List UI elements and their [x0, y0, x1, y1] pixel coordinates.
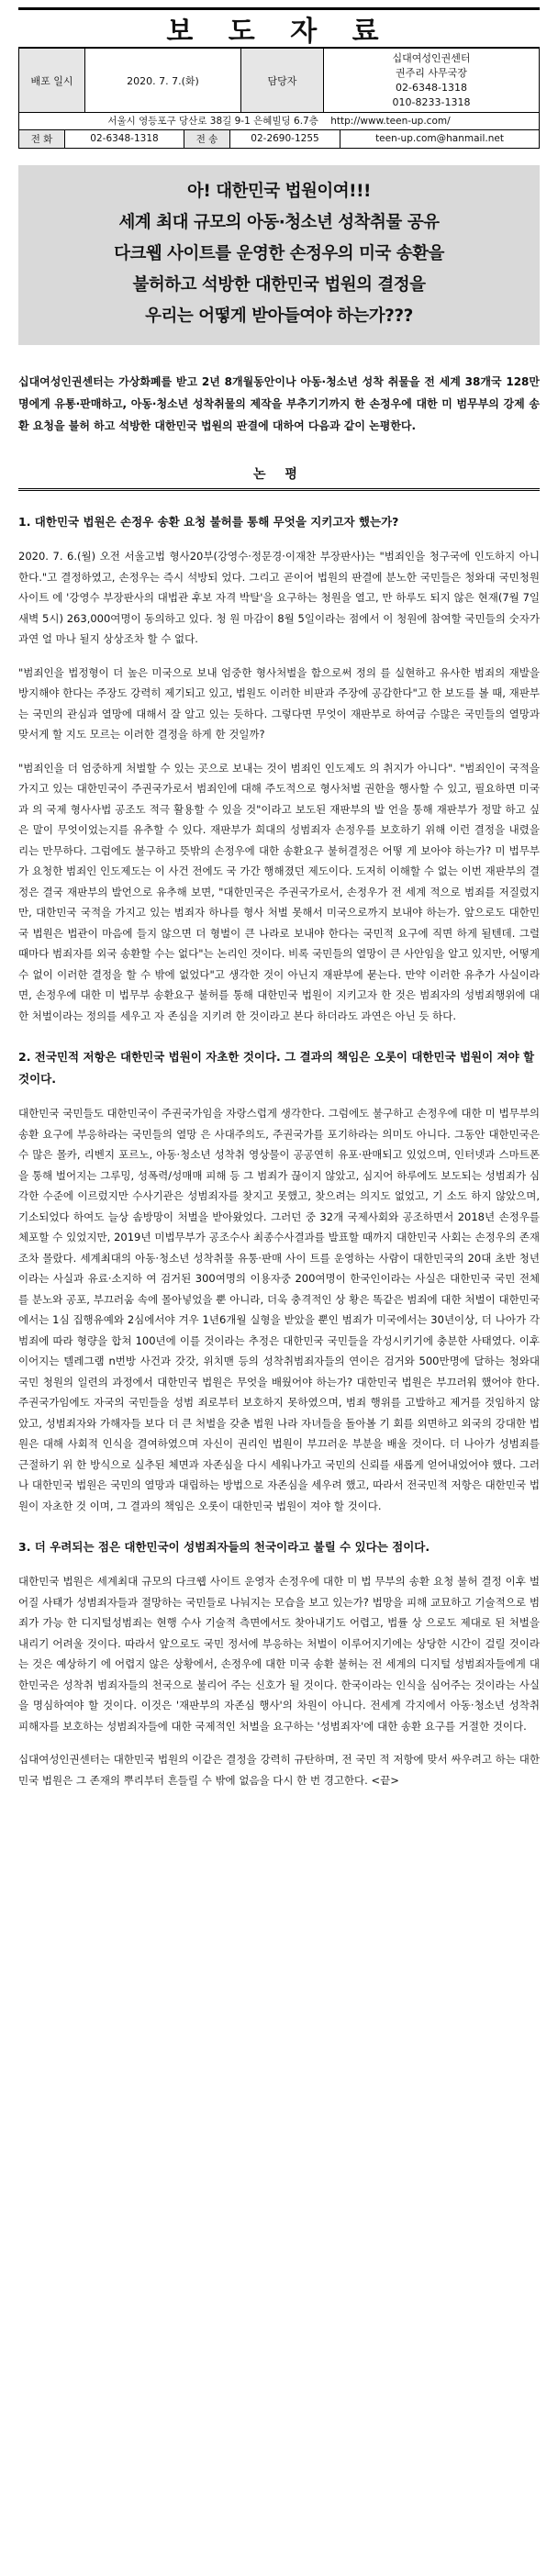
fax-value: 02-2690-1255: [230, 130, 340, 149]
body-line: 한 방식으로 실추된 체면과 자존심을 다시 세워나가고 국민의 신뢰를 새롭게: [76, 1457, 424, 1471]
body-line: 으로도 제대로 된 처벌을 내리기 어려울 것이다. 따라서 앞으로도 국민 정서에: [18, 1616, 540, 1650]
body-line: 에 '강영수 부장판사의 대법관 후보 자격 박탈'을 요구하는 청원을 열고, 만: [52, 591, 393, 604]
body-line: "범죄인을 더 엄중하게 처벌할 수 있는 곳으로 보내는 것이 범죄인 인도제도: [18, 761, 366, 775]
contact-table: [18, 130, 540, 150]
manager-label: 담당자: [241, 49, 324, 113]
headline-line: 불허하고 석방한 대한민국 법원의 결정을: [132, 275, 426, 295]
body-line: 얻어내었어야 했다. 그러나 대한민국 법원은 국민의 열망과 대립하는 방법으로: [18, 1457, 541, 1491]
phone-label: 전 화: [19, 130, 65, 149]
phone-value: 02-6348-1318: [65, 130, 184, 149]
body-line: 십대여성인권센터는 대한민국 법원의 이같은 결정을 강력히 규탄하며, 전 국민: [18, 1753, 376, 1766]
body-line: 만무하다. 그럼에도 불구하고 뜻밖의 손정우에 대한 송환요구 불허결정은 어떻: [42, 843, 403, 857]
intro-paragraph: [18, 371, 540, 437]
body-line: 각성시키기에 충분한 사태였다. 이후 이어지는 텔레그램 n번방 사건과 갓갓,: [18, 1333, 540, 1367]
intro-line: 하고 석방한 대한민국 법원의 판결에 대하여 다음과 같이 논평한다.: [94, 419, 417, 432]
document-title: 보 도 자 료: [18, 7, 540, 48]
body-line: "범죄인을 청구국에 인도하지 아니한다."고 결정하였고, 손정우는 즉시 석방되: [18, 550, 541, 584]
body-line: 트를 운영하는 사람이 대한민국의 20대 초반 청년이라는 사실과 유료·소지하: [18, 1251, 541, 1285]
body-line: 사실이라면, 손정우에 대한 미 법무부 송환요구 불허를 통해 대한민국 법원이: [18, 967, 541, 1001]
body-line: 겨우 1년6개월 실형을 받았을 뿐인 범죄가 미국에서는 30년이상, 더 나아가: [178, 1313, 527, 1326]
body-line: 었다. 그리고 곧이어 법원의 판결에 분노한 국민들은 청와대 국민청원 사이트: [18, 570, 541, 604]
body-line: "범죄인을 법정형이 더 높은 미국으로 보내 엄중한 형사처벌을 함으로써 정의: [18, 665, 377, 679]
body-line: 를 실현하고 유사한 범죄의 재발을 방지해야 한다는 주장도 강력히 제기되고: [18, 665, 540, 699]
body-line: 하루도 되지 않은 현재(7월 7일 새벽 5시) 263,000여명이 동의하고 있다. 청: [18, 591, 540, 625]
body-line: 대한민국 법원은 세계최대 규모의 다크웹 사이트 운영자 손정우에 대한 미 법: [18, 1575, 372, 1588]
headline-box: [18, 165, 540, 345]
body-line: 성범죄자와 가해자들 보다 더 큰 처벌을 갖춘 법원 나라 자녀들을 돌아볼 기: [45, 1416, 390, 1430]
body-line: 2020. 7. 6.(월) 오전 서울고법 형사20부(강영수·정문경·이재찬 부장판사)는: [18, 550, 375, 563]
org-name: 십대여성인권센터: [392, 51, 471, 64]
body-line: 재판부가 희대의 성범죄자 손정우를 보호하기 위해 이런 결정을 내렸을 리는: [18, 823, 541, 857]
intro-line: 제작을 부추기기까지 한 손정우에 대한 미 범무부의 강제 송환 요청을 불허: [18, 397, 540, 432]
headline-line: 우리는 어떻게 받아들여야 하는가???: [145, 307, 413, 326]
fax-label: 전 송: [184, 130, 230, 149]
body-line: 성범죄자들에게 대한민국은 성착취 범죄자들의 천국으로 불리어 주는 신호가 될: [18, 1657, 541, 1691]
manager-phone: 02-6348-1318: [396, 81, 467, 94]
body-line: 적 저항에 맞서 싸우려고 하는 대한민국 법원은 그 존재의 뿌리부터 흔들릴: [18, 1753, 540, 1787]
body-line: 많은 몰카, 리벤지 포르노, 아동·청소년 성착취 영상물이 공공연히 유포·판매되고: [32, 1148, 403, 1161]
address-line: [19, 113, 540, 129]
body-line: 위치맨 등의 성착취범죄자들의 연이은 검거와 500만명에 달하는 청와대 국민: [18, 1355, 541, 1388]
body-line: 마음에 들지 않으면 더 형벌이 큰 나라로 보내야 한다는 국민적 요구에 직면: [102, 926, 453, 940]
body-line: 전체를 분노와 공포, 부끄러움 속에 몰아넣었을 뿐 아니라, 더욱 충격적인 상: [18, 1272, 541, 1306]
body-line: 2019년 미법무부가 공조수사 최종수사결과를 발표할 때까지 대한민국 사회는: [114, 1231, 472, 1243]
manager-contact: [324, 49, 540, 113]
body-line: 존심을 지키려 한 것이라고 본다 하더라도 과연은 아닌 듯 하다.: [167, 1009, 456, 1022]
body-line: 나눠지는 모습을 보고 있는가? 법망을 피해 교묘하고 기술적으로 범죄가 가능: [18, 1595, 541, 1629]
body-line: 수 밖에 없음을 다시 한 번 경고한다. <끝>: [201, 1773, 399, 1787]
body-line: 마나 될지 상상조차 할 수 없다.: [55, 632, 198, 645]
body-paragraph: [18, 1103, 540, 1516]
body-line: 죄로부터 보호하지 못하였으며, 범죄 행위를 고발하고 제거를 것임하지 않았고,: [18, 1396, 540, 1430]
address: 서울시 영등포구 당산로 38길 9-1 은혜빌딩 6.7층: [107, 116, 318, 128]
release-date-label: 배포 일시: [19, 49, 85, 113]
body-line: 원 마감이 8월 5일이라는 점에서 이 청원에 참여할 국민들의 숫자가 과연 얼: [18, 611, 540, 645]
body-line: 재판부의 발언으로 유추해 보면, "대한민국은 주권국가로서, 손정우가 전 세계: [66, 885, 427, 898]
body-line: 성착취 피해자를 보호하는 성범죄자들에 대한 국제적인 처벌을 요구하는 '성범죄자'에: [18, 1699, 540, 1733]
body-paragraph: [18, 1749, 540, 1790]
body-line: 대한민국 국민들도 대한민국이 주권국가임을 자랑스럽게 생각한다. 그럼에도: [18, 1107, 370, 1120]
body-line: 것이다. 한국이라는 인식을 심어주는 것이라는 사실을 명심하여야 할 것이다.: [18, 1678, 540, 1712]
body-line: 손정우의 존재조차 몰랐다. 세계최대의 아동·청소년 성착취물 유통·판매 사이: [18, 1231, 541, 1265]
body-line: 하게 될텐데. 그럴 때마다 범죄자를 외국 송환할 수는 없다"는 논리인 것이다.: [18, 926, 541, 960]
section-heading: 3. 더 우려되는 점은 대한민국이 성범죄자들의 천국이라고 불릴 수 있다는 점이다.: [18, 1540, 430, 1554]
body-line: 이르렀지만 수사기관은 성범죄자를 찾지고 못했고, 찾으려는 의지도 없었고, 기: [77, 1189, 443, 1202]
release-date-value: 2020. 7. 7.(화): [85, 49, 241, 113]
body-line: 권리인 법원이 부끄러운 부분을 배울 것이다. 더 나아가 성범죄를 근절하기 위: [18, 1437, 541, 1471]
manager-name: 권주리 사무국장: [396, 66, 467, 79]
body-line: 무부의 송환 요청 불허 결정 이후 벌어질 사태가 성범죄자들과 절망하는 국민들로: [18, 1575, 541, 1609]
section-divider: [18, 488, 540, 491]
body-line: 있었으며, 인터넷과 스마트폰을 통해 벌어지는 그루밍, 성폭력/성매매 피해: [18, 1148, 540, 1182]
body-line: 있고, 법원도 이러한 비판과 주장에 공감한다"고 한 보도를 볼 때, 재판부는: [18, 686, 540, 720]
body-line: 이며, 그 결과의 책임은 오롯이 대한민국 법원이 져야 할 것이다.: [89, 1499, 382, 1512]
body-line: 회를 외면하고 외국의 강대한 법원은 대해 사회적 인식을 결여하였으며 자신이: [18, 1416, 541, 1450]
body-line: 언을 통해 재판부가 정말 하고 싶은 말이 무엇이었는지를 유추할 수 있다.: [18, 802, 540, 836]
body-line: 에 어렵지 않은 상황에서, 손정우에 대한 미국 송환 불허는 전 세계의 디지털: [100, 1657, 452, 1670]
body-line: 여 검거된 300여명의 이용자중 200여명이 한국인이라는 사실은 대한민국 국민: [146, 1272, 516, 1285]
body-line: 지키고자 한 것은 범죄자의 성범죄행위에 대한 처벌이라는 정의를 세우고 자: [18, 988, 540, 1022]
info-table: [18, 48, 540, 113]
body-line: 소도 하지 않았으며, 기소되었다 하여도 늘상 솜방망이 처벌을 받아왔었다.: [18, 1189, 541, 1223]
body-line: 대한민국 법원은 부끄러워 했어야 한다. 주권국가임에도 자국의 국민들을 성범: [18, 1375, 541, 1409]
body-line: 범죄인에 대해 주도적으로 형사처벌 권한을 행사할 수 있고, 필요하면 미국과: [18, 782, 540, 816]
section-title: 논 평: [253, 467, 305, 482]
manager-mobile: 010-8233-1318: [392, 95, 471, 108]
body-line: 그러던 중 32개 국제사회와 공조하면서 2018년 손정우를 체포할 수 있었지만,: [18, 1210, 541, 1243]
body-line: 게 보아야 하는가? 미 법무부가 요청한 범죄인 인도제도는 이 사건 전에도 국: [18, 843, 540, 877]
body-line: 비록 국민들의 열망이 큰 사안임을 알고 있지만, 어떻게 수 없이 이러한 결정을: [18, 947, 541, 981]
body-line: 국민의 관심과 열망에 대해서 잘 알고 있는 듯하다. 그렇다면 무엇이 재판부로: [32, 707, 392, 720]
body-line: 대한 송환 요구를 거절한 것이다.: [377, 1719, 527, 1733]
body-line: 황은 똑같은 범죄에 대한 처벌이 대한민국에서는 1심 집행유예와 2심에서야: [18, 1292, 540, 1326]
body-paragraph: [18, 546, 540, 650]
body-line: 은 사대주의도, 주권국가를 포기하라는 의미도 아니다. 그동안 대한민국은 수: [18, 1127, 540, 1161]
body-line: 처벌 못해서 미국으로까지 보내야 하는가. 앞으로도 대한민국 법원은 법관이: [18, 906, 541, 940]
intro-line: 취물을 전 세계 38개국 128만명에게 유통·판매하고, 아동·청소년 성착취물의: [18, 375, 540, 410]
address-table: [18, 113, 540, 130]
homepage-link[interactable]: http://www.teen-up.com/: [330, 116, 451, 128]
body-paragraph: [18, 1571, 540, 1736]
body-paragraph: [18, 758, 540, 1027]
commentary-sections: [18, 511, 540, 1790]
body-line: 적으로 범죄를 저질렀지만, 대한민국 국적을 가지고 있는 범죄자 하나를 형사: [18, 885, 541, 919]
body-line: 부응하는 처벌이 이루어지기에는 상당한 시간이 걸릴 것이라는 것은 예상하기: [18, 1636, 541, 1670]
body-line: 의 취지가 아니다". "범죄인이 국적을 가지고 있는 대한민국이 주권국가로서: [18, 761, 540, 795]
body-line: 이것은 '재판부의 자존심 행사'의 차원이 아니다. 전세계 각지에서 아동·청소년: [140, 1699, 505, 1712]
body-line: 가간 행해졌던 제도이다. 도저히 이해할 수 없는 이번 재판부의 결정은 결국: [18, 864, 541, 898]
headline-line: 아! 대한민국 법원이여!!!: [187, 182, 371, 201]
body-line: 불구하고 손정우에 대한 미 법무부의 송환 요구에 부응하라는 국민들의 열망: [18, 1107, 540, 1141]
body-line: 청원의 일련의 과정에서 대한민국 법원은 무엇을 배웠어야 하는가?: [42, 1375, 353, 1388]
intro-line: 십대여성인권센터는 가상화폐를 받고 2년 8개월동안이나 아동·청소년 성착: [18, 375, 384, 388]
body-line: 할 수 밖에 없었다"고 생각한 것이 아닌지 재판부에 묻는다. 만약 이러한 유추가: [126, 967, 496, 981]
body-line: 각 범죄에 따라 형량을 합쳐 100년에 이를 것이라는 추정은 대한민국 국민들을: [18, 1313, 541, 1347]
body-paragraph: [18, 663, 540, 745]
body-line: 자존심을 세우려 했고, 따라서 전국민적 저항은 대한민국 법원이 자초한 것: [18, 1478, 540, 1512]
body-line: 의 국제 형사사법 공조도 적극 활용할 수 있을 것"이라고 보도된 재판부의 발: [32, 802, 385, 816]
body-line: 하여금 수많은 국민들의 열망과 맞서게 할 지도 모르는 이러한 결정을 하게: [18, 707, 540, 741]
section-heading: 2. 전국민적 저항은 대한민국 법원이 자초한 것이다. 그 결과의 책임은 오롯이 대한민국 법원이 져야 할 것이다.: [18, 1050, 535, 1086]
section-heading: 1. 대한민국 법원은 손정우 송환 요청 불허를 통해 무엇을 지키고자 했는가?: [18, 515, 399, 529]
body-line: 등 그 범죄가 끊이지 않았고, 심지어 하루에도 보도되는 성범죄가 심각한 수준에: [18, 1168, 540, 1202]
body-line: 한 것일까?: [215, 728, 265, 741]
headline-line: 다크웹 사이트를 운영한 손정우의 미국 송환을: [114, 244, 444, 263]
email-link[interactable]: teen-up.com@hanmail.net: [340, 130, 540, 149]
headline-line: 세계 최대 규모의 아동·청소년 성착취물 공유: [118, 213, 440, 232]
body-line: 한 디지털성범죄는 현행 수사 기술적 측면에서도 찾아내기도 어렵고, 법률 상: [67, 1616, 422, 1629]
